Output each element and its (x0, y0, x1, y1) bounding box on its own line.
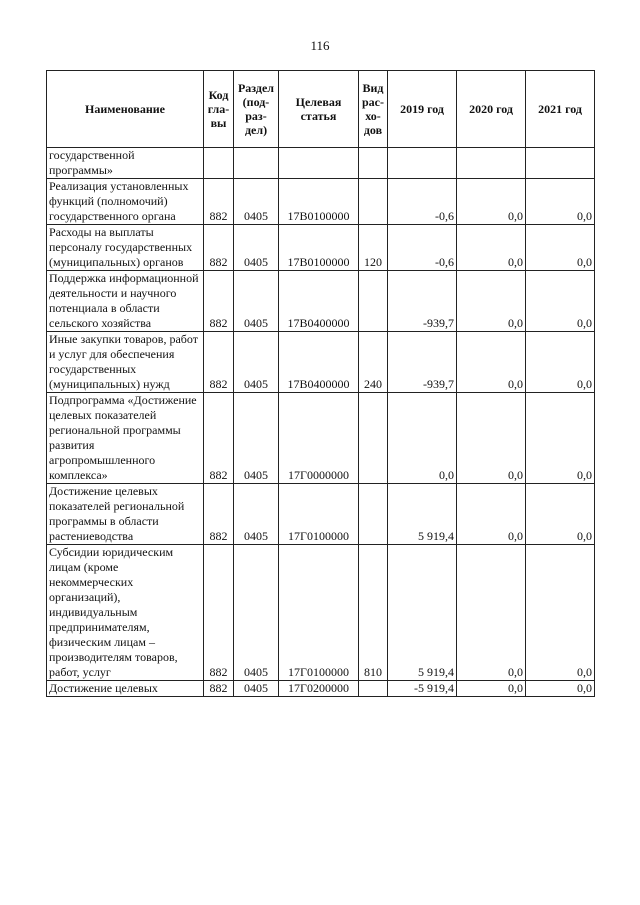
row-article-cell: 17Г0000000 (279, 393, 359, 484)
table-row (47, 179, 595, 225)
row-name-cell: Подпрограмма «Достижение целевых показателей региональной программы развития агропромышленного комплекса» (47, 393, 204, 484)
row-article-cell: 17В0400000 (279, 332, 359, 393)
row-code-cell (204, 148, 234, 179)
row-section-cell: 0405 (234, 484, 279, 545)
row-code-cell: 882 (204, 681, 234, 697)
row-2020-cell: 0,0 (457, 545, 526, 681)
row-expense-cell (359, 148, 388, 179)
row-expense-cell (359, 681, 388, 697)
row-2019-cell: -0,6 (388, 179, 457, 225)
row-code-cell: 882 (204, 332, 234, 393)
row-code-cell: 882 (204, 179, 234, 225)
row-2021-cell: 0,0 (526, 545, 595, 681)
header-2021: 2021 год (526, 71, 595, 148)
row-section-cell: 0405 (234, 545, 279, 681)
header-name: Наименование (47, 71, 204, 148)
row-article-cell: 17В0400000 (279, 271, 359, 332)
row-2020-cell (457, 148, 526, 179)
row-2020-cell: 0,0 (457, 271, 526, 332)
row-2021-cell: 0,0 (526, 225, 595, 271)
table-row (47, 545, 595, 681)
table-row (47, 393, 595, 484)
row-section-cell: 0405 (234, 179, 279, 225)
row-2021-cell: 0,0 (526, 179, 595, 225)
row-2019-cell (388, 148, 457, 179)
row-2019-cell: -939,7 (388, 332, 457, 393)
row-2019-cell: 5 919,4 (388, 545, 457, 681)
row-expense-cell: 240 (359, 332, 388, 393)
row-code-cell: 882 (204, 225, 234, 271)
row-expense-cell: 120 (359, 225, 388, 271)
row-article-cell: 17В0100000 (279, 225, 359, 271)
row-expense-cell: 810 (359, 545, 388, 681)
row-2020-cell: 0,0 (457, 179, 526, 225)
row-2020-cell: 0,0 (457, 225, 526, 271)
table-row (47, 332, 595, 393)
table-body (47, 148, 595, 697)
row-2021-cell: 0,0 (526, 271, 595, 332)
table-row (47, 681, 595, 697)
budget-table (46, 70, 595, 697)
row-name-cell: Иные закупки товаров, работ и услуг для обеспечения государственных (муниципальных) нужд (47, 332, 204, 393)
row-2020-cell: 0,0 (457, 332, 526, 393)
row-name-cell: Достижение целевых (47, 681, 204, 697)
table-row (47, 148, 595, 179)
header-expense-type: Вид рас-хо-дов (359, 71, 388, 148)
table-header-row (47, 71, 595, 148)
row-name-cell: Достижение целевых показателей региональной программы в области растениеводства (47, 484, 204, 545)
row-2020-cell: 0,0 (457, 393, 526, 484)
table-row (47, 225, 595, 271)
row-section-cell: 0405 (234, 271, 279, 332)
row-section-cell (234, 148, 279, 179)
row-name-cell: Субсидии юридическим лицам (кроме некоммерческих организаций), индивидуальным предпринимателям, физическим лицам – производителям товаров, работ, услуг (47, 545, 204, 681)
row-article-cell: 17Г0200000 (279, 681, 359, 697)
row-2019-cell: -0,6 (388, 225, 457, 271)
table-row (47, 271, 595, 332)
row-code-cell: 882 (204, 271, 234, 332)
table-row (47, 484, 595, 545)
row-expense-cell (359, 179, 388, 225)
row-2019-cell: -5 919,4 (388, 681, 457, 697)
row-2019-cell: 5 919,4 (388, 484, 457, 545)
row-section-cell: 0405 (234, 225, 279, 271)
row-2021-cell: 0,0 (526, 681, 595, 697)
row-section-cell: 0405 (234, 681, 279, 697)
row-2021-cell: 0,0 (526, 332, 595, 393)
header-2020: 2020 год (457, 71, 526, 148)
row-article-cell: 17Г0100000 (279, 484, 359, 545)
row-2020-cell: 0,0 (457, 484, 526, 545)
row-expense-cell (359, 484, 388, 545)
row-expense-cell (359, 393, 388, 484)
row-code-cell: 882 (204, 484, 234, 545)
row-name-cell: Реализация установленных функций (полномочий) государственного органа (47, 179, 204, 225)
page-number: 116 (310, 38, 330, 53)
row-code-cell: 882 (204, 545, 234, 681)
row-section-cell: 0405 (234, 332, 279, 393)
row-2021-cell: 0,0 (526, 484, 595, 545)
row-2019-cell: -939,7 (388, 271, 457, 332)
header-article: Целевая статья (279, 71, 359, 148)
row-2021-cell: 0,0 (526, 393, 595, 484)
row-article-cell (279, 148, 359, 179)
row-name-cell: государственной программы» (47, 148, 204, 179)
row-name-cell: Поддержка информационной деятельности и научного потенциала в области сельского хозяйства (47, 271, 204, 332)
row-name-cell: Расходы на выплаты персоналу государственных (муниципальных) органов (47, 225, 204, 271)
header-section: Раздел (под-раз-дел) (234, 71, 279, 148)
row-article-cell: 17Г0100000 (279, 545, 359, 681)
row-expense-cell (359, 271, 388, 332)
row-2019-cell: 0,0 (388, 393, 457, 484)
row-code-cell: 882 (204, 393, 234, 484)
header-2019: 2019 год (388, 71, 457, 148)
row-2021-cell (526, 148, 595, 179)
row-2020-cell: 0,0 (457, 681, 526, 697)
row-article-cell: 17В0100000 (279, 179, 359, 225)
row-section-cell: 0405 (234, 393, 279, 484)
header-code: Код гла-вы (204, 71, 234, 148)
